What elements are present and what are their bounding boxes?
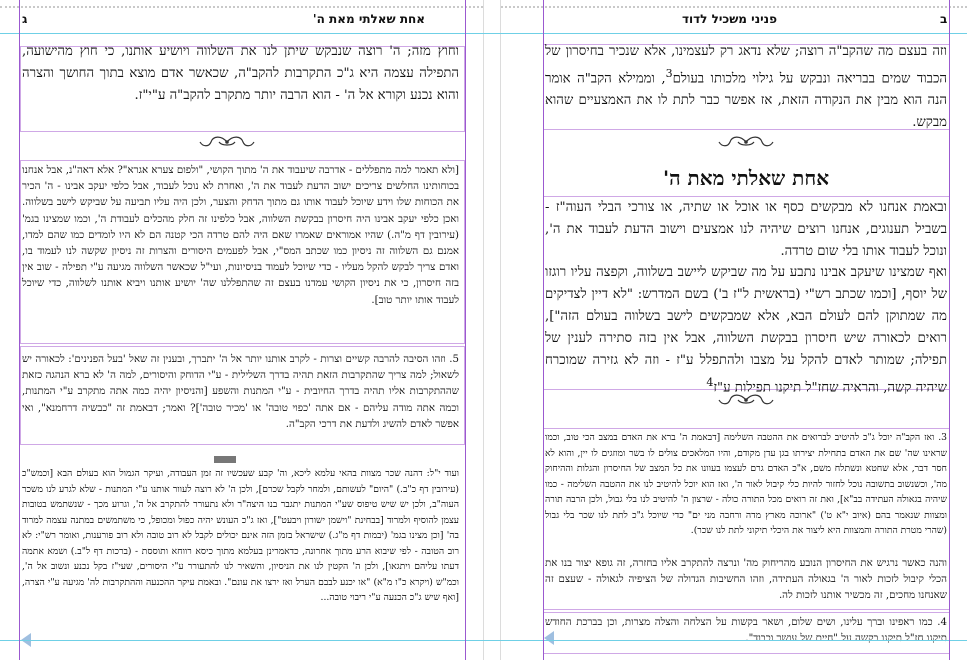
margin-line-left-outer (19, 0, 20, 660)
page-gutter (483, 0, 501, 660)
right-paragraph-3-text: ואף שמצינו שיעקב אבינו נתבע על מה שביקש ליישב בשלווה, וקפצה עליו רוגזו של יוסף, [וכמו שכתב רש"י (בראשית ל"ז ב') בשם המדרש: "לא דיין לצדיקים מה שמתוקן להם לעולם הבא, אלא שמבקשים לישב בשלווה בעולם הזה"], רואים לכאורה שיש חיסרון בבקשת השלווה, אבל אין בזה סתירה לענין של תפילה; שמותר לאדם להקל על מצבו ולהתפלל ע"ז - וזה לא גזירה שמוכרח שיהיה קשה, והראיה שחז"ל תיקנו תפילות ע"ז (545, 265, 947, 396)
left-footnote-a: [ולא תאמר למה מתפללים - אדרבה שיעבוד את ה' מתוך הקושי, "ולפום צערא אגרא"? אלא דאה"נ, אבל אנחנו בכוחותינו החלשים צריכים ישוב הדעת לעבוד את ה', ואחרת לא נוכל לעבוד, אבל כלפי יעקב אבינו - ה' הכיר את הכוחות שלו וידע שיוכל לעבוד אותו גם מתוך הדחק והצער, ולכן היה עליו תביעה על שביקש לישב בשלווה. ואכן כלפי יעקב אבינו היה חיסרון בבקשת השלווה, אבל כלפינו זה חלק מהכלים לעבודת ה', וכמו שמצינו בגמ' (עירובין דף מ"ה.) שהיו אמוראים שאמרו שאם היה להם טרדה הכי קטנה הם לא היו לומדים כמו שהם למדו, אמנם גם השלווה זה ניסיון כמו שכתב המס"י, אבל לפעמים היסורים והצרות זה ניסיון שקשה לנו לעמוד בו, ואדם צריך לבקש להקל מעליו - כדי שיוכל לעמוד בניסיונות, ועי"ל שכאשר השלווה מגיעה ע"י תפילה - שוב אין בזה חיסרון, כי את ניסיון הקושי עמדנו בעצם זה שהתפללנו שה' יושיע אותנו ויביא אותנו לשלווה, כדי שיוכל לעבוד אותו יותר טוב]. (22, 165, 459, 306)
right-paragraph-1-text: וזה בעצם מה שהקב"ה רוצה; שלא נדאג רק לעצמינו, אלא שנכיר בחיסרון של הכבוד שמים בבריאה ונבקש על גילוי מלכותו בעולם (545, 44, 947, 87)
section-heading: אחת שאלתי מאת ה' (662, 166, 830, 190)
right-paragraph-2: ובאמת אנחנו לא מבקשים כסף או אוכל או שתיה, או צורכי הבלי העוה"ז - בשביל תענוגים, אנחנו רוצים שיהיה לנו אמצעים וישוב הדעת לעבוד את ה', ונוכל לעבוד אותו בלי שום טרדה. (545, 200, 947, 259)
margin-line-left-inner (465, 0, 466, 660)
right-running-title: פניני משכיל לדוד (681, 12, 777, 26)
right-footnote-3b: והנה כאשר נרגיש את החיסרון הנובע מהריחוק מה' ונרצה להתקרב אליו בחזרה, זה גופא יצור בנו את הכלי קיבול לזכות לאור ה' בגאולה העתידה, וזהו החשיבות הגדולה של הציפיה לגאולה - שעצם זה שאנחנו מחכים, זה מכשיר אותנו לזכות לה. (545, 558, 947, 602)
left-running-title: אחת שאלתי מאת ה' (312, 12, 425, 26)
left-page-number: ג (22, 12, 28, 26)
right-paragraph-1-rest: , וממילא הקב"ה אומר הנה הוא מבין את הנקודה הזאת, אז אפשר כבר לתת לו את האמצעיים שהוא מבקש. (545, 71, 947, 131)
left-footnote-5: 5. וזהו הסיבה להרבה קשיים וצרות - לקרב אותנו יותר אל ה' יתברך, ובענין זה שאל 'בעל הפנינים': לכאורה יש לשאול; למה צריך שהתקרבות הזאת תהיה בדרך השלילית - ע"י הדוחק והיסורים, למה ה' לא ברא הנהגה כזאת שההתקרבות אליו תהיה בדרך החיובית - ע"י המתנות והשפע [והניסיון יהיה כמה אתה מתקרב ע"י המתנות, וכמה אתה מודה עליהם - אם אתה 'כפוי טובה' או 'מכיר טובה']? ואמר; דבאמת זה "כבשיה דרחמנא", ואי אפשר לאדם להשיג ולדעת את דרכי הקב"ה. (22, 354, 459, 430)
left-page-header (0, 12, 483, 30)
ornament-icon (716, 392, 776, 408)
footnote-ref-3[interactable]: 3 (665, 67, 673, 80)
margin-line-right-inner (543, 0, 544, 660)
right-paragraph-3 (545, 262, 947, 396)
right-paragraph-1 (545, 41, 947, 129)
footnote-ref-4[interactable]: 4 (706, 376, 714, 389)
right-footnote-4: 4. כמו ראפינו וברך עלינו, ושים שלום, ושאר בקשות על הצלחה והצלה מצרות, וכן בברכת החודש תיקנו חז"ל תיקנו בקשה על "חיים של עושר וכבוד". (545, 617, 947, 645)
ornament-icon (716, 134, 776, 150)
left-page (0, 0, 483, 660)
separator-mark (214, 456, 236, 463)
right-page-header (500, 12, 967, 30)
guide-line-bottom (0, 640, 967, 641)
left-paragraph-1: וחוץ מזה; ה' רוצה שנבקש שיתן לנו את השלווה ויושיע אותנו, כי חוץ מהישועה, התפילה עצמה היא ג"כ התקרבות להקב"ה, שכאשר אדם מוצא בתוך החושך והצרה והוא נכנע וקורא אל ה' - הוא הרבה יותר מתקרב להקב"ה ע"י"ז. (22, 44, 459, 103)
margin-line-right-outer (949, 0, 950, 660)
right-page (500, 0, 967, 660)
left-footnote-b: ועוד י"ל: דהנה שכר מצוות בהאי עלמא ליכא, וה' קבע שעכשיו זה זמן העבודה, ועיקר הגמול הוא בעולם הבא [וכמש"כ (עירובין דף כ"ב.) "היום" לעשותם, ולמחר לקבל שכרם], ולכן ה' לא רוצה לעוור אותנו ע"י המתנות - שלא לגרע לנו משכר העוה"ב, ולכן יש שיש טיפוס שע"י המתנות יתגבר בנו היצה"ר ולא נתעורר להתקרב אל ה', וגרוע מכך - שנשתמש בטובות עצמן להוסיף ולמרוד [בבחינת "וישמן ישורון ויבעט"], ואז ג"כ העונש יהיה כפול ומכופל, כי משתמשים במתנה עצמה למרוד בה' [וכן מצינו בגמ' (יבמות דף מ"ג.) שישראל בזמן הזה אינם יכולים לקבל לא רוב טובה ולא רוב פורענות, ואומר רש"י: לא רוב הטובה - לפי שיבוא הרע מתוך אחרונה, כדאמרינן בעלמא מתוך כיסא רווחא ותוססת - (ברכות דף ל"ב.) ושמא אתמה דעתו עליהם ויתגאו], ולכן ה' הקטין לנו את הניסיון, והשאיר לנו להתעורר ע"י היסורים, שעי"ז בקל נכנע ונשוב אל ה', וכמ"ש (ויקרא כ"ו מ"א) "או יכנע לבבם הערל ואז ירצו את עונם". ובאמת עיקר ההכנעה וההתקרבות לה' מגיעה ע"י הצרה, [ואף שיש ג"כ הכנעה ע"י ריבוי טובה... (22, 468, 459, 603)
right-page-number: ב (940, 12, 948, 26)
guide-line-top (0, 33, 967, 34)
right-footnote-3: 3. ואז הקב"ה יוכל ג"כ להיטיב לברואים את ההטבה השלימה [דבאמת ה' ברא את האדם במצב הכי טוב, וכמו שראינו שה' שם את האדם בתחילת יצירתו בגן עדן מקודם, והיו המלאכים צולים לו בשר ומוזגים לו יין, והוא לא חסר דבר, אלא שחטא ונשתלח משם, א"כ האדם גרם לעצמו בעוונו את כל המצב של החיסרון והגלות וההיחוק מה', וכשנשוב בתשובה נוכל לחזור להיות כלי קיבול לאור ה', ואז הוא יוכל להיטיב לנו את ההטבה השלימה - כמו שיהיה בגאולה העתידה בב"א], ואת זה רואים מכל התורה כולה - שרצון ה' להיטיב לנו בלי גבול, ולכן הרבה תורה ומצוות שנאמר בהם (איוב י"א ט') "ארוכה מארץ מדה ורחבה מני ים" כדי שיוכל ג"כ לתת לנו שכר בלי גבול (שהרי מטרת התורה והמצוות היא ליצור את היכלי תיקוני לתת לנו שכר). (545, 432, 947, 536)
ornament-icon (197, 134, 257, 150)
arrow-left-icon[interactable] (544, 631, 554, 645)
